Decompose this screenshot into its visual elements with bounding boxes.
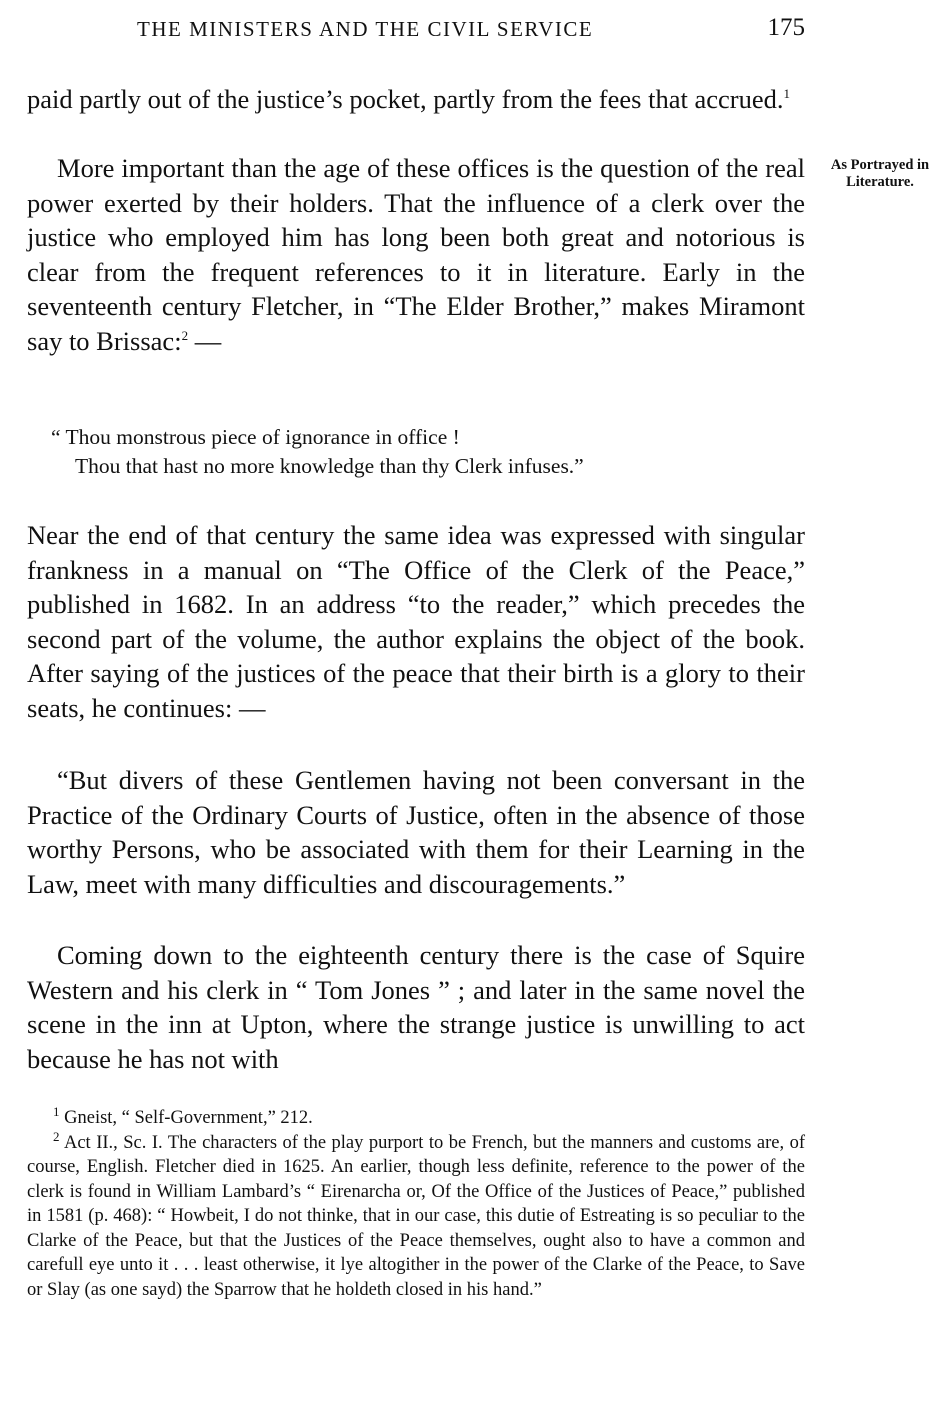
footnote-ref-2: 2 <box>181 327 189 343</box>
margin-note: As Portrayed in Literature. <box>830 157 930 190</box>
footnote-2 <box>27 1128 805 1303</box>
page-number: 175 <box>767 14 805 41</box>
paragraph-1 <box>27 82 805 117</box>
paragraph-3-text: Near the end of that century the same idea was expressed with singular frankness in a manual on “The Office of the Clerk of the Peace,” published in 1682. In an address “to the reader,” which precedes the second part of the volume, the author explains the object of the book. After saying of the justices of the peace that their birth is a glory to their seats, he continues: — <box>27 520 805 723</box>
footnote-2-text: Act II., Sc. I. The characters of the play purport to be French, but the manners and customs are, of course, English. Fletcher died in 1625. An earlier, though less definite, reference to the power of the clerk is found in William Lambard’s “ Eirenarcha or, Of the Office of the Justices of Peace,” published in 1581 (p. 468): “ Howbeit, I do not thinke, that in our case, this dutie of Estreating is so peculiar to the Clarke of the Peace, but that the Justices of the Peace themselves, ought also to have a common and carefull eye unto it . . . least otherwise, it lye altogither in the power of the Clarke of the Peace, to Save or Slay (as one sayd) the Sparrow that he holdeth closed in his hand.” <box>27 1132 805 1300</box>
paragraph-2-text: More important than the age of these offices is the question of the real power exerted by their holders. That the influence of a clerk over the justice who employed him has long been both great and notorious is clear from the frequent references to it in literature. Early in the seventeenth century Fletcher, in “The Elder Brother,” makes Miramont say to Brissac: <box>27 153 805 356</box>
footnotes <box>27 1103 805 1302</box>
verse-line-1: “ Thou monstrous piece of ignorance in office ! <box>51 425 460 449</box>
verse-line-2: Thou that hast no more knowledge than thy Clerk infuses.” <box>75 454 584 478</box>
paragraph-4 <box>27 763 805 901</box>
footnote-1-marker: 1 <box>53 1103 60 1119</box>
paragraph-2-dash: — <box>188 325 222 356</box>
page-header <box>27 14 805 48</box>
paragraph-3 <box>27 518 805 725</box>
verse-quotation <box>51 423 791 481</box>
running-title: THE MINISTERS AND THE CIVIL SERVICE <box>137 17 594 41</box>
paragraph-4-text: “But divers of these Gentlemen having not been conversant in the Practice of the Ordinary Courts of Justice, often in the absence of those worthy Persons, who be associated with them for their Learning in the Law, meet with many difficulties and discouragements.” <box>27 765 805 899</box>
footnote-1 <box>27 1103 805 1131</box>
footnote-1-text: Gneist, “ Self-Government,” 212. <box>64 1108 313 1128</box>
paragraph-2 <box>27 151 805 358</box>
paragraph-5 <box>27 938 805 1076</box>
footnote-2-marker: 2 <box>53 1128 60 1144</box>
paragraph-1-text: paid partly out of the justice’s pocket, partly from the fees that accrued. <box>27 84 784 114</box>
paragraph-5-text: Coming down to the eighteenth century there is the case of Squire Western and his clerk in “ Tom Jones ” ; and later in the same novel the scene in the inn at Upton, where the strange justice is unwilling to act because he has not with <box>27 940 805 1074</box>
footnote-ref-1: 1 <box>783 86 790 102</box>
